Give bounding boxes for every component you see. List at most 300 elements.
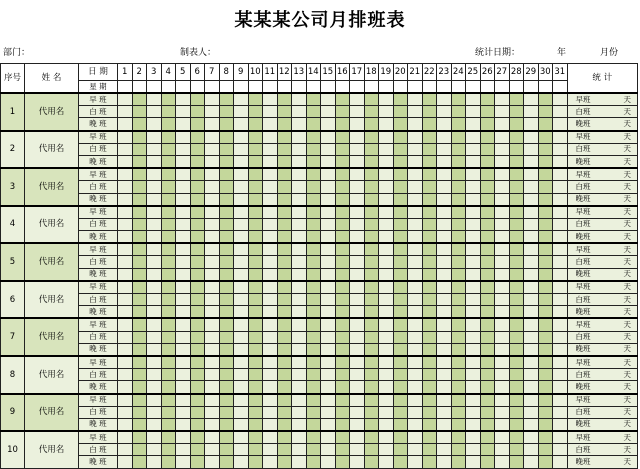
schedule-cell[interactable] (161, 281, 176, 294)
schedule-cell[interactable] (437, 231, 452, 244)
schedule-cell[interactable] (205, 381, 220, 394)
schedule-cell[interactable] (538, 431, 553, 444)
schedule-cell[interactable] (495, 331, 510, 343)
schedule-cell[interactable] (524, 444, 539, 456)
schedule-cell[interactable] (248, 118, 263, 131)
schedule-cell[interactable] (480, 193, 495, 206)
schedule-cell[interactable] (480, 356, 495, 369)
schedule-cell[interactable] (292, 193, 307, 206)
schedule-cell[interactable] (393, 118, 408, 131)
schedule-cell[interactable] (335, 168, 350, 181)
schedule-cell[interactable] (538, 231, 553, 244)
schedule-cell[interactable] (350, 181, 365, 193)
schedule-cell[interactable] (408, 93, 423, 106)
schedule-cell[interactable] (176, 155, 191, 168)
schedule-cell[interactable] (335, 306, 350, 319)
schedule-cell[interactable] (364, 444, 379, 456)
schedule-cell[interactable] (263, 356, 278, 369)
schedule-cell[interactable] (350, 394, 365, 407)
schedule-cell[interactable] (524, 106, 539, 118)
schedule-cell[interactable] (190, 418, 205, 431)
schedule-cell[interactable] (147, 206, 162, 219)
schedule-cell[interactable] (306, 155, 321, 168)
schedule-cell[interactable] (538, 218, 553, 230)
schedule-cell[interactable] (292, 381, 307, 394)
schedule-cell[interactable] (161, 131, 176, 144)
schedule-cell[interactable] (234, 181, 249, 193)
schedule-cell[interactable] (277, 456, 292, 468)
schedule-cell[interactable] (422, 381, 437, 394)
schedule-cell[interactable] (350, 318, 365, 331)
schedule-cell[interactable] (437, 181, 452, 193)
schedule-cell[interactable] (263, 281, 278, 294)
schedule-cell[interactable] (263, 93, 278, 106)
schedule-cell[interactable] (553, 318, 568, 331)
schedule-cell[interactable] (451, 143, 466, 155)
schedule-cell[interactable] (379, 381, 394, 394)
schedule-cell[interactable] (176, 243, 191, 256)
schedule-cell[interactable] (176, 181, 191, 193)
schedule-cell[interactable] (364, 318, 379, 331)
schedule-cell[interactable] (509, 331, 524, 343)
schedule-cell[interactable] (277, 294, 292, 306)
schedule-cell[interactable] (422, 218, 437, 230)
schedule-cell[interactable] (118, 281, 133, 294)
schedule-cell[interactable] (408, 343, 423, 356)
schedule-cell[interactable] (553, 106, 568, 118)
schedule-cell[interactable] (538, 394, 553, 407)
schedule-cell[interactable] (408, 406, 423, 418)
schedule-cell[interactable] (553, 369, 568, 381)
schedule-cell[interactable] (466, 306, 481, 319)
schedule-cell[interactable] (263, 155, 278, 168)
schedule-cell[interactable] (393, 243, 408, 256)
schedule-cell[interactable] (350, 106, 365, 118)
schedule-cell[interactable] (132, 343, 147, 356)
schedule-cell[interactable] (321, 143, 336, 155)
schedule-cell[interactable] (495, 356, 510, 369)
schedule-cell[interactable] (335, 268, 350, 281)
schedule-cell[interactable] (422, 206, 437, 219)
schedule-cell[interactable] (393, 143, 408, 155)
schedule-cell[interactable] (118, 343, 133, 356)
schedule-cell[interactable] (147, 143, 162, 155)
schedule-cell[interactable] (161, 256, 176, 268)
schedule-cell[interactable] (437, 106, 452, 118)
schedule-cell[interactable] (480, 256, 495, 268)
schedule-cell[interactable] (263, 106, 278, 118)
schedule-cell[interactable] (292, 294, 307, 306)
schedule-cell[interactable] (509, 131, 524, 144)
schedule-cell[interactable] (495, 294, 510, 306)
schedule-cell[interactable] (393, 206, 408, 219)
schedule-cell[interactable] (321, 456, 336, 468)
schedule-cell[interactable] (161, 143, 176, 155)
schedule-cell[interactable] (205, 431, 220, 444)
schedule-cell[interactable] (364, 218, 379, 230)
schedule-cell[interactable] (176, 418, 191, 431)
schedule-cell[interactable] (277, 369, 292, 381)
schedule-cell[interactable] (379, 206, 394, 219)
schedule-cell[interactable] (248, 444, 263, 456)
schedule-cell[interactable] (292, 356, 307, 369)
schedule-cell[interactable] (190, 268, 205, 281)
schedule-cell[interactable] (219, 456, 234, 468)
schedule-cell[interactable] (437, 381, 452, 394)
schedule-cell[interactable] (176, 444, 191, 456)
schedule-cell[interactable] (277, 218, 292, 230)
schedule-cell[interactable] (553, 281, 568, 294)
schedule-cell[interactable] (364, 106, 379, 118)
schedule-cell[interactable] (364, 381, 379, 394)
schedule-cell[interactable] (263, 218, 278, 230)
weekday-cell[interactable] (509, 81, 524, 94)
schedule-cell[interactable] (306, 306, 321, 319)
schedule-cell[interactable] (524, 131, 539, 144)
schedule-cell[interactable] (509, 231, 524, 244)
schedule-cell[interactable] (480, 318, 495, 331)
schedule-cell[interactable] (437, 356, 452, 369)
schedule-cell[interactable] (248, 456, 263, 468)
schedule-cell[interactable] (321, 431, 336, 444)
schedule-cell[interactable] (132, 394, 147, 407)
weekday-cell[interactable] (205, 81, 220, 94)
schedule-cell[interactable] (205, 168, 220, 181)
schedule-cell[interactable] (306, 118, 321, 131)
schedule-cell[interactable] (277, 231, 292, 244)
schedule-cell[interactable] (147, 168, 162, 181)
schedule-cell[interactable] (524, 456, 539, 468)
schedule-cell[interactable] (364, 306, 379, 319)
schedule-cell[interactable] (132, 131, 147, 144)
schedule-cell[interactable] (466, 331, 481, 343)
schedule-cell[interactable] (306, 181, 321, 193)
schedule-cell[interactable] (538, 206, 553, 219)
schedule-cell[interactable] (538, 381, 553, 394)
schedule-cell[interactable] (118, 118, 133, 131)
schedule-cell[interactable] (292, 268, 307, 281)
schedule-cell[interactable] (538, 168, 553, 181)
schedule-cell[interactable] (205, 356, 220, 369)
schedule-cell[interactable] (248, 168, 263, 181)
schedule-cell[interactable] (219, 131, 234, 144)
schedule-cell[interactable] (408, 394, 423, 407)
schedule-cell[interactable] (321, 243, 336, 256)
weekday-cell[interactable] (161, 81, 176, 94)
schedule-cell[interactable] (161, 218, 176, 230)
schedule-cell[interactable] (219, 143, 234, 155)
schedule-cell[interactable] (379, 268, 394, 281)
schedule-cell[interactable] (538, 306, 553, 319)
schedule-cell[interactable] (495, 218, 510, 230)
schedule-cell[interactable] (480, 418, 495, 431)
schedule-cell[interactable] (190, 343, 205, 356)
schedule-cell[interactable] (118, 418, 133, 431)
schedule-cell[interactable] (248, 406, 263, 418)
schedule-cell[interactable] (480, 243, 495, 256)
schedule-cell[interactable] (466, 243, 481, 256)
schedule-cell[interactable] (393, 369, 408, 381)
schedule-cell[interactable] (509, 281, 524, 294)
weekday-cell[interactable] (466, 81, 481, 94)
schedule-cell[interactable] (161, 318, 176, 331)
schedule-cell[interactable] (538, 93, 553, 106)
schedule-cell[interactable] (553, 431, 568, 444)
schedule-cell[interactable] (219, 206, 234, 219)
schedule-cell[interactable] (451, 256, 466, 268)
schedule-cell[interactable] (132, 456, 147, 468)
schedule-cell[interactable] (176, 331, 191, 343)
schedule-cell[interactable] (379, 418, 394, 431)
schedule-cell[interactable] (234, 243, 249, 256)
schedule-cell[interactable] (118, 181, 133, 193)
schedule-cell[interactable] (132, 118, 147, 131)
schedule-cell[interactable] (277, 381, 292, 394)
schedule-cell[interactable] (147, 256, 162, 268)
schedule-cell[interactable] (190, 231, 205, 244)
schedule-cell[interactable] (277, 118, 292, 131)
schedule-cell[interactable] (495, 406, 510, 418)
schedule-cell[interactable] (495, 243, 510, 256)
schedule-cell[interactable] (422, 394, 437, 407)
schedule-cell[interactable] (234, 256, 249, 268)
schedule-cell[interactable] (176, 381, 191, 394)
schedule-cell[interactable] (422, 181, 437, 193)
schedule-cell[interactable] (538, 318, 553, 331)
schedule-cell[interactable] (132, 318, 147, 331)
schedule-cell[interactable] (480, 206, 495, 219)
schedule-cell[interactable] (219, 356, 234, 369)
schedule-cell[interactable] (495, 369, 510, 381)
schedule-cell[interactable] (524, 268, 539, 281)
schedule-cell[interactable] (466, 318, 481, 331)
weekday-cell[interactable] (451, 81, 466, 94)
schedule-cell[interactable] (234, 381, 249, 394)
schedule-cell[interactable] (393, 306, 408, 319)
schedule-cell[interactable] (306, 394, 321, 407)
schedule-cell[interactable] (451, 369, 466, 381)
schedule-cell[interactable] (509, 369, 524, 381)
schedule-cell[interactable] (509, 418, 524, 431)
schedule-cell[interactable] (277, 206, 292, 219)
schedule-cell[interactable] (234, 343, 249, 356)
schedule-cell[interactable] (147, 331, 162, 343)
schedule-cell[interactable] (408, 456, 423, 468)
schedule-cell[interactable] (509, 155, 524, 168)
schedule-cell[interactable] (553, 394, 568, 407)
schedule-cell[interactable] (292, 306, 307, 319)
schedule-cell[interactable] (263, 168, 278, 181)
schedule-cell[interactable] (306, 294, 321, 306)
schedule-cell[interactable] (277, 106, 292, 118)
schedule-cell[interactable] (205, 456, 220, 468)
schedule-cell[interactable] (118, 168, 133, 181)
schedule-cell[interactable] (335, 93, 350, 106)
schedule-cell[interactable] (248, 193, 263, 206)
schedule-cell[interactable] (161, 155, 176, 168)
weekday-cell[interactable] (292, 81, 307, 94)
schedule-cell[interactable] (277, 93, 292, 106)
schedule-cell[interactable] (219, 394, 234, 407)
schedule-cell[interactable] (495, 418, 510, 431)
weekday-cell[interactable] (321, 81, 336, 94)
schedule-cell[interactable] (379, 306, 394, 319)
schedule-cell[interactable] (422, 343, 437, 356)
schedule-cell[interactable] (437, 218, 452, 230)
schedule-cell[interactable] (466, 206, 481, 219)
schedule-cell[interactable] (379, 256, 394, 268)
schedule-cell[interactable] (219, 369, 234, 381)
schedule-cell[interactable] (553, 418, 568, 431)
weekday-cell[interactable] (335, 81, 350, 94)
schedule-cell[interactable] (292, 181, 307, 193)
schedule-cell[interactable] (379, 343, 394, 356)
schedule-cell[interactable] (466, 406, 481, 418)
schedule-cell[interactable] (176, 281, 191, 294)
schedule-cell[interactable] (118, 206, 133, 219)
schedule-cell[interactable] (147, 394, 162, 407)
schedule-cell[interactable] (379, 168, 394, 181)
schedule-cell[interactable] (292, 456, 307, 468)
schedule-cell[interactable] (234, 231, 249, 244)
schedule-cell[interactable] (277, 131, 292, 144)
schedule-cell[interactable] (466, 294, 481, 306)
schedule-cell[interactable] (219, 256, 234, 268)
schedule-cell[interactable] (321, 181, 336, 193)
schedule-cell[interactable] (379, 431, 394, 444)
schedule-cell[interactable] (248, 206, 263, 219)
schedule-cell[interactable] (350, 118, 365, 131)
schedule-cell[interactable] (437, 281, 452, 294)
schedule-cell[interactable] (422, 93, 437, 106)
schedule-cell[interactable] (306, 218, 321, 230)
schedule-cell[interactable] (118, 431, 133, 444)
schedule-cell[interactable] (335, 106, 350, 118)
schedule-cell[interactable] (553, 243, 568, 256)
schedule-cell[interactable] (248, 306, 263, 319)
schedule-cell[interactable] (480, 431, 495, 444)
schedule-cell[interactable] (466, 231, 481, 244)
schedule-cell[interactable] (205, 294, 220, 306)
schedule-cell[interactable] (190, 93, 205, 106)
schedule-cell[interactable] (451, 168, 466, 181)
schedule-cell[interactable] (161, 294, 176, 306)
schedule-cell[interactable] (147, 193, 162, 206)
schedule-cell[interactable] (161, 118, 176, 131)
schedule-cell[interactable] (263, 206, 278, 219)
schedule-cell[interactable] (205, 406, 220, 418)
schedule-cell[interactable] (292, 343, 307, 356)
schedule-cell[interactable] (132, 369, 147, 381)
schedule-cell[interactable] (248, 106, 263, 118)
schedule-cell[interactable] (263, 306, 278, 319)
schedule-cell[interactable] (379, 231, 394, 244)
schedule-cell[interactable] (350, 93, 365, 106)
schedule-cell[interactable] (176, 431, 191, 444)
schedule-cell[interactable] (263, 256, 278, 268)
schedule-cell[interactable] (234, 456, 249, 468)
schedule-cell[interactable] (219, 406, 234, 418)
schedule-cell[interactable] (132, 331, 147, 343)
schedule-cell[interactable] (524, 193, 539, 206)
schedule-cell[interactable] (321, 118, 336, 131)
schedule-cell[interactable] (147, 243, 162, 256)
schedule-cell[interactable] (553, 93, 568, 106)
weekday-cell[interactable] (176, 81, 191, 94)
schedule-cell[interactable] (161, 431, 176, 444)
schedule-cell[interactable] (292, 444, 307, 456)
schedule-cell[interactable] (538, 281, 553, 294)
schedule-cell[interactable] (147, 268, 162, 281)
schedule-cell[interactable] (248, 256, 263, 268)
schedule-cell[interactable] (118, 318, 133, 331)
schedule-cell[interactable] (364, 93, 379, 106)
schedule-cell[interactable] (364, 394, 379, 407)
schedule-cell[interactable] (480, 118, 495, 131)
schedule-cell[interactable] (451, 243, 466, 256)
schedule-cell[interactable] (263, 131, 278, 144)
schedule-cell[interactable] (147, 406, 162, 418)
schedule-cell[interactable] (524, 318, 539, 331)
schedule-cell[interactable] (437, 369, 452, 381)
schedule-cell[interactable] (538, 181, 553, 193)
schedule-cell[interactable] (147, 444, 162, 456)
schedule-cell[interactable] (219, 331, 234, 343)
schedule-cell[interactable] (118, 369, 133, 381)
schedule-cell[interactable] (509, 406, 524, 418)
schedule-cell[interactable] (422, 155, 437, 168)
schedule-cell[interactable] (176, 231, 191, 244)
schedule-cell[interactable] (248, 218, 263, 230)
schedule-cell[interactable] (335, 331, 350, 343)
schedule-cell[interactable] (205, 206, 220, 219)
schedule-cell[interactable] (350, 143, 365, 155)
schedule-cell[interactable] (408, 193, 423, 206)
schedule-cell[interactable] (205, 118, 220, 131)
schedule-cell[interactable] (509, 431, 524, 444)
schedule-cell[interactable] (408, 206, 423, 219)
schedule-cell[interactable] (553, 356, 568, 369)
schedule-cell[interactable] (219, 93, 234, 106)
schedule-cell[interactable] (321, 106, 336, 118)
schedule-cell[interactable] (161, 444, 176, 456)
schedule-cell[interactable] (538, 406, 553, 418)
schedule-cell[interactable] (292, 106, 307, 118)
schedule-cell[interactable] (480, 168, 495, 181)
schedule-cell[interactable] (538, 131, 553, 144)
schedule-cell[interactable] (393, 168, 408, 181)
schedule-cell[interactable] (451, 131, 466, 144)
schedule-cell[interactable] (176, 394, 191, 407)
schedule-cell[interactable] (480, 444, 495, 456)
schedule-cell[interactable] (364, 331, 379, 343)
schedule-cell[interactable] (350, 281, 365, 294)
schedule-cell[interactable] (335, 155, 350, 168)
schedule-cell[interactable] (451, 93, 466, 106)
schedule-cell[interactable] (466, 268, 481, 281)
schedule-cell[interactable] (205, 444, 220, 456)
schedule-cell[interactable] (118, 231, 133, 244)
schedule-cell[interactable] (306, 281, 321, 294)
schedule-cell[interactable] (292, 369, 307, 381)
schedule-cell[interactable] (451, 281, 466, 294)
schedule-cell[interactable] (292, 218, 307, 230)
schedule-cell[interactable] (451, 431, 466, 444)
schedule-cell[interactable] (350, 444, 365, 456)
schedule-cell[interactable] (277, 281, 292, 294)
schedule-cell[interactable] (553, 444, 568, 456)
schedule-cell[interactable] (248, 243, 263, 256)
